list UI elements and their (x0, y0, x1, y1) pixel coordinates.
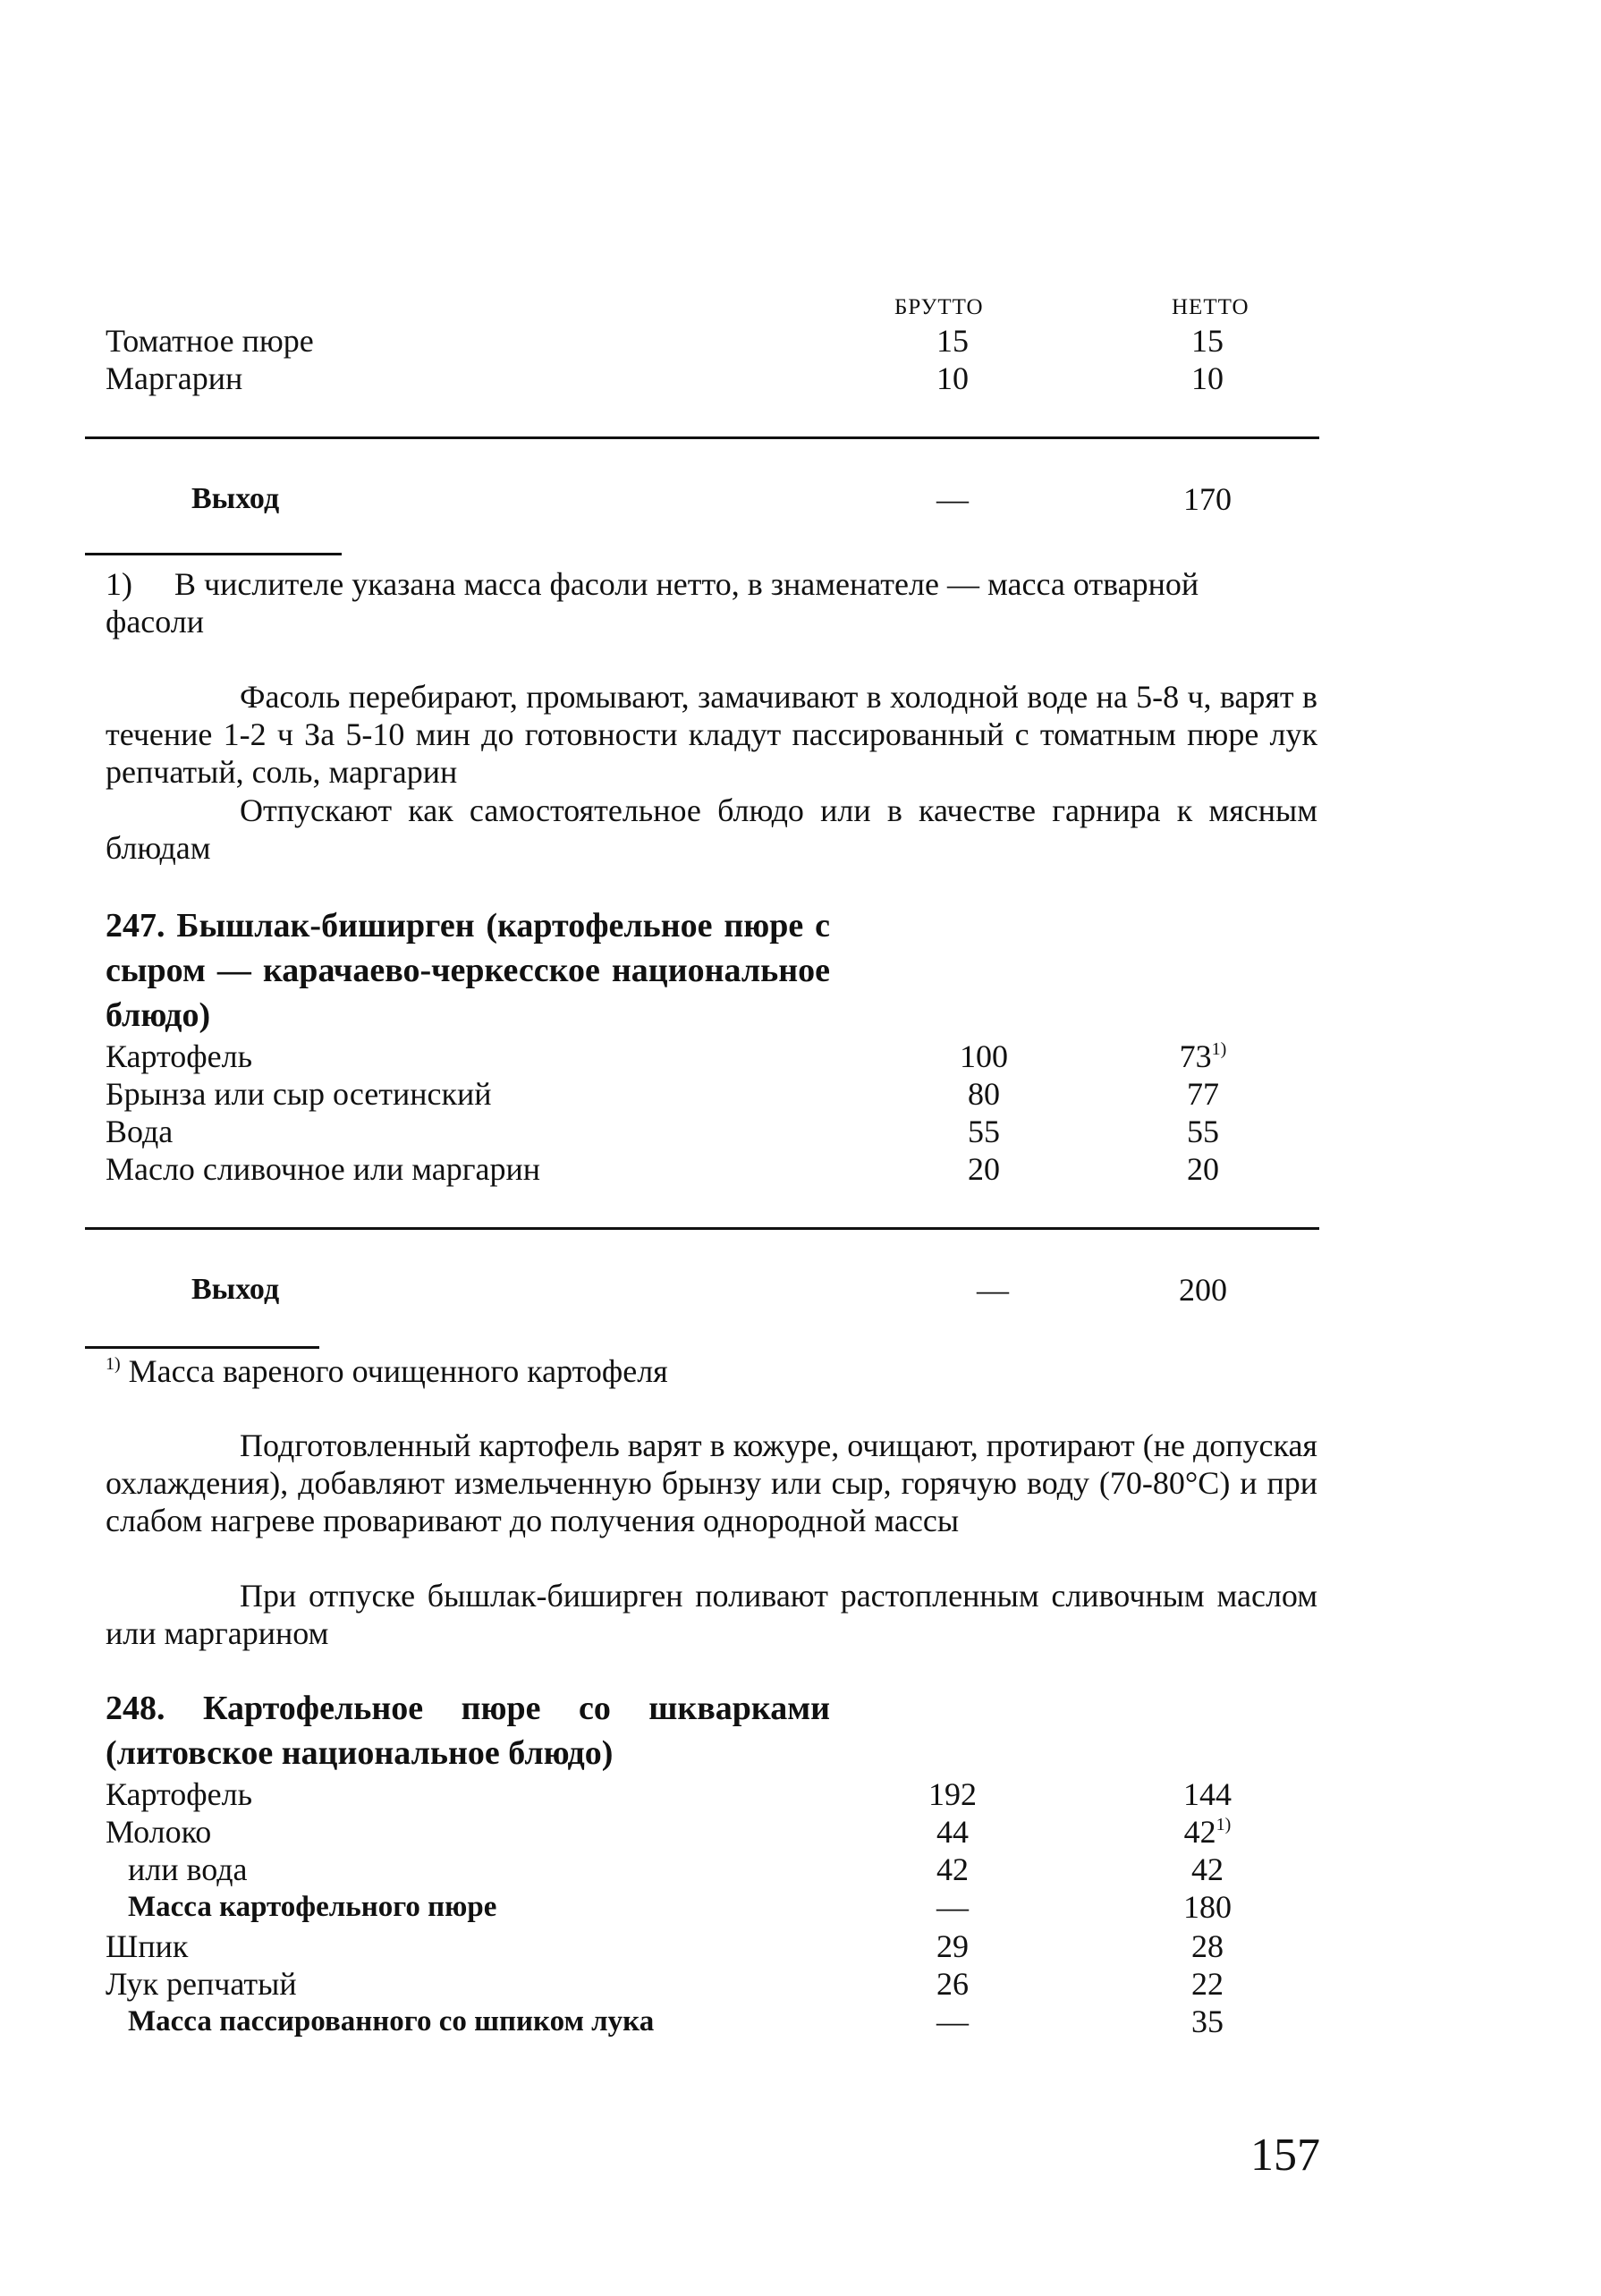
ingredient-brutto: 10 (936, 360, 969, 396)
ingredient-brutto: 44 (936, 1814, 969, 1850)
ingredient-brutto: 100 (960, 1038, 1008, 1074)
ingredient-name: Маргарин (106, 360, 243, 396)
ingredient-name: Картофель (106, 1776, 252, 1812)
method-paragraph (106, 792, 1317, 867)
ingredient-netto: 42$^{1)}$ (1183, 1814, 1232, 1850)
ingredient-netto: 20 (1187, 1151, 1219, 1187)
column-header-brutto: БРУТТО (894, 295, 984, 319)
ingredient-name: Картофель (106, 1038, 252, 1074)
ingredient-name: Томатное пюре (106, 323, 314, 359)
subtotal-netto: 35 (1191, 2004, 1224, 2039)
ingredient-name: Лук репчатый (106, 1966, 297, 2002)
ingredient-netto: 55 (1187, 1114, 1219, 1149)
recipe-title: 247. Бышлак-биширген (картофельное пюре с сыром — карачаево-черкесское национальное блюдо) (106, 907, 830, 1034)
ingredient-netto: 77 (1187, 1076, 1219, 1112)
method-text: Отпускают как самостоятельное блюдо или в качестве гарнира к мясным блюдам (106, 792, 1317, 866)
subtotal-name: Масса пассированного со шпиком лука (128, 2005, 655, 2038)
ingredient-name: Брынза или сыр осетинский (106, 1076, 492, 1112)
subtotal-brutto: — (936, 2004, 969, 2039)
ingredient-netto: 42 (1191, 1851, 1224, 1887)
yield-label: Выход (191, 482, 280, 515)
ingredient-brutto: 26 (936, 1966, 969, 2002)
method-text: Подготовленный картофель варят в кожуре, очищают, протирают (не допуская охлаждения), добавляют измельченную брынзу или сыр, горячую воду (70-80°С) и при слабом нагреве проваривают до получения однородной массы (106, 1428, 1317, 1538)
footnote-rule (85, 1346, 319, 1349)
method-paragraph (106, 678, 1317, 791)
footnote-text: В числителе указана масса фасоли нетто, в знаменателе — масса отварной (174, 566, 1199, 602)
ingredient-name: Вода (106, 1114, 174, 1149)
page-number: 157 (1250, 2130, 1320, 2181)
ingredient-brutto: 20 (968, 1151, 1000, 1187)
ingredient-name: или вода (128, 1851, 248, 1887)
footnote-rule (85, 553, 342, 555)
ingredient-brutto: 55 (968, 1114, 1000, 1149)
footnote-text: Масса вареного очищенного картофеля (128, 1353, 668, 1389)
subtotal-name: Масса картофельного пюре (128, 1891, 497, 1923)
ingredient-brutto: 29 (936, 1928, 969, 1964)
yield-label: Выход (191, 1273, 280, 1306)
ingredient-brutto: 80 (968, 1076, 1000, 1112)
ingredient-netto: 28 (1191, 1928, 1224, 1964)
footnote-ref: 1) (1216, 1815, 1232, 1834)
ingredient-netto: 73$^{1)}$ (1179, 1038, 1227, 1074)
yield-brutto: — (977, 1272, 1009, 1308)
method-paragraph (106, 1577, 1317, 1652)
footnote (106, 1352, 668, 1390)
ingredient-netto: 10 (1191, 360, 1224, 396)
yield-netto: 170 (1183, 481, 1232, 517)
subtotal-netto: 180 (1183, 1889, 1232, 1925)
footnote-ref: 1) (1211, 1039, 1227, 1059)
table-divider (85, 1227, 1319, 1230)
footnote-mark: 1) (106, 1354, 121, 1374)
ingredient-netto: 22 (1191, 1966, 1224, 2002)
method-paragraph (106, 1427, 1317, 1539)
ingredient-brutto: 192 (928, 1776, 977, 1812)
footnote-mark: 1) (106, 566, 132, 602)
ingredient-netto: 144 (1183, 1776, 1232, 1812)
recipe-title: 248. Картофельное пюре со шкварками (литовское национальное блюдо) (106, 1690, 830, 1772)
column-header-netto: НЕТТО (1172, 295, 1249, 319)
ingredient-name: Шпик (106, 1928, 189, 1964)
yield-netto: 200 (1179, 1272, 1227, 1308)
footnote-text-cont: фасоли (106, 604, 205, 640)
yield-brutto: — (936, 481, 969, 517)
ingredient-name: Масло сливочное или маргарин (106, 1151, 541, 1187)
method-text: Фасоль перебирают, промывают, замачивают в холодной воде на 5-8 ч, варят в течение 1-2 ч За 5-10 мин до готовности кладут пассированный с томатным пюре лук репчатый, соль, маргарин (106, 679, 1317, 790)
ingredient-netto: 15 (1191, 323, 1224, 359)
subtotal-brutto: — (936, 1889, 969, 1925)
ingredient-brutto: 42 (936, 1851, 969, 1887)
table-divider (85, 436, 1319, 439)
ingredient-brutto: 15 (936, 323, 969, 359)
ingredient-name: Молоко (106, 1814, 212, 1850)
method-text: При отпуске бышлак-биширген поливают растопленным сливочным маслом или маргарином (106, 1578, 1317, 1651)
